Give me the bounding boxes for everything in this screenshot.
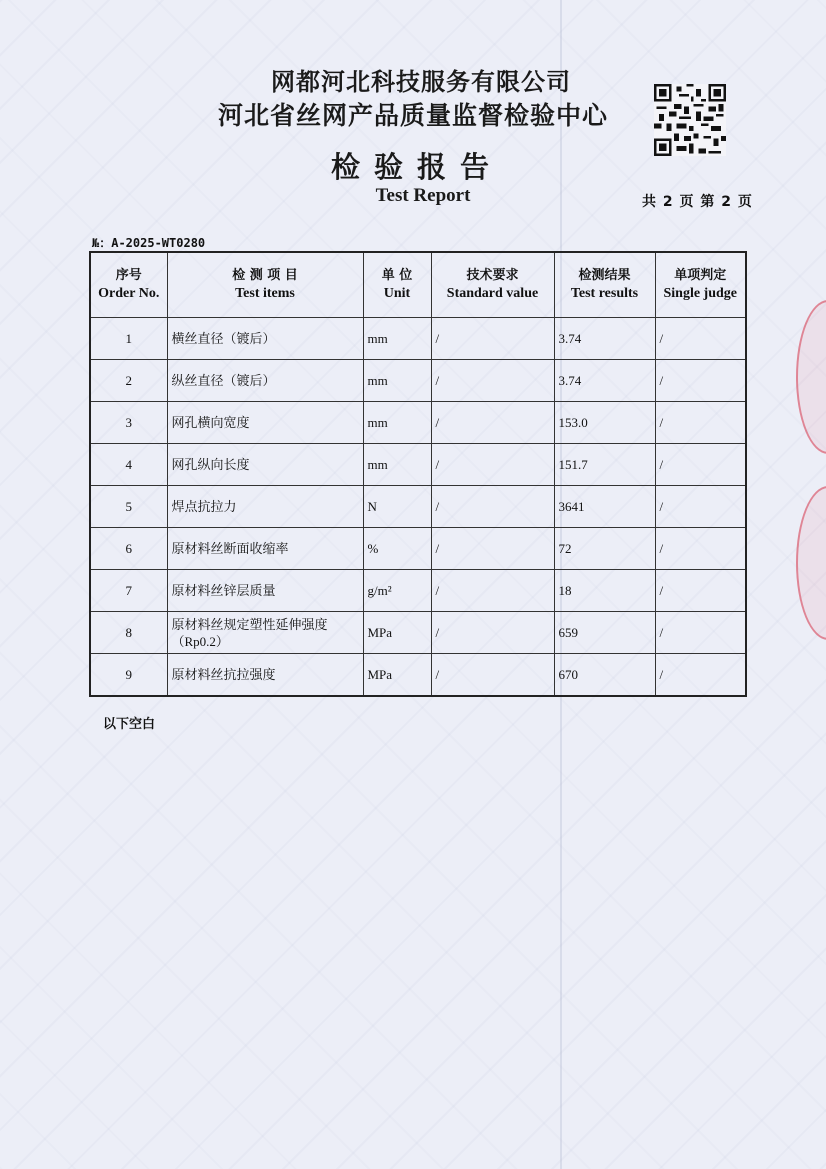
column-header-cn: 技术要求	[466, 268, 519, 283]
order-cell: 6	[90, 528, 167, 570]
test-item-cell: 原材料丝断面收缩率	[167, 528, 363, 570]
table-body	[90, 318, 746, 697]
report-title-cn: 检验报告	[330, 150, 503, 184]
column-header	[554, 252, 655, 318]
table-row	[90, 612, 746, 654]
report-title-en: Test Report	[375, 185, 471, 206]
page-count: 共 2 页 第 2 页	[642, 194, 753, 210]
red-seal-stamp	[796, 300, 826, 454]
standard-value-cell: /	[431, 612, 554, 654]
table-row	[90, 528, 746, 570]
single-judge-cell: /	[655, 402, 746, 444]
column-header	[90, 252, 167, 318]
column-header	[167, 252, 363, 318]
table-row	[90, 654, 746, 697]
unit-cell: MPa	[363, 654, 431, 697]
column-header-cn: 单项判定	[674, 268, 727, 283]
column-header-en: Unit	[383, 286, 411, 301]
test-item-cell: 原材料丝锌层质量	[167, 570, 363, 612]
column-header-en: Standard value	[446, 286, 539, 301]
test-result-cell: 151.7	[554, 444, 655, 486]
order-cell: 8	[90, 612, 167, 654]
inspection-center-name: 河北省丝网产品质量监督检验中心	[217, 101, 608, 130]
unit-cell: %	[363, 528, 431, 570]
test-item-cell: 原材料丝规定塑性延伸强度（Rp0.2）	[167, 612, 363, 654]
standard-value-cell: /	[431, 360, 554, 402]
column-header-en: Order No.	[98, 286, 160, 301]
standard-value-cell: /	[431, 444, 554, 486]
unit-cell: N	[363, 486, 431, 528]
table-row	[90, 570, 746, 612]
standard-value-cell: /	[431, 318, 554, 360]
test-item-cell: 网孔横向宽度	[167, 402, 363, 444]
column-header-cn: 检测结果	[578, 268, 631, 283]
blank-below-note: 以下空白	[103, 717, 156, 732]
column-header-cn: 检 测 项 目	[232, 268, 298, 283]
unit-cell: mm	[363, 402, 431, 444]
order-cell: 5	[90, 486, 167, 528]
test-result-cell: 670	[554, 654, 655, 697]
order-cell: 1	[90, 318, 167, 360]
test-item-cell: 网孔纵向长度	[167, 444, 363, 486]
order-cell: 7	[90, 570, 167, 612]
test-item-cell: 原材料丝抗拉强度	[167, 654, 363, 697]
test-item-cell: 纵丝直径（镀后）	[167, 360, 363, 402]
column-header-cn: 单 位	[381, 268, 413, 283]
column-header	[655, 252, 746, 318]
single-judge-cell: /	[655, 654, 746, 697]
standard-value-cell: /	[431, 402, 554, 444]
test-result-cell: 153.0	[554, 402, 655, 444]
standard-value-cell: /	[431, 528, 554, 570]
single-judge-cell: /	[655, 360, 746, 402]
test-result-cell: 72	[554, 528, 655, 570]
standard-value-cell: /	[431, 570, 554, 612]
table-row	[90, 402, 746, 444]
test-item-cell: 横丝直径（镀后）	[167, 318, 363, 360]
standard-value-cell: /	[431, 486, 554, 528]
order-cell: 4	[90, 444, 167, 486]
test-result-cell: 659	[554, 612, 655, 654]
test-result-cell: 3641	[554, 486, 655, 528]
unit-cell: g/m²	[363, 570, 431, 612]
single-judge-cell: /	[655, 444, 746, 486]
column-header-en: Test items	[235, 286, 295, 301]
test-item-cell: 焊点抗拉力	[167, 486, 363, 528]
column-header-cn: 序号	[115, 268, 142, 283]
order-cell: 9	[90, 654, 167, 697]
red-seal-stamp	[796, 486, 826, 640]
standard-value-cell: /	[431, 654, 554, 697]
single-judge-cell: /	[655, 318, 746, 360]
unit-cell: mm	[363, 360, 431, 402]
test-result-cell: 18	[554, 570, 655, 612]
table-row	[90, 360, 746, 402]
qr-code-icon	[654, 84, 726, 156]
table-row	[90, 444, 746, 486]
column-header	[431, 252, 554, 318]
company-name: 网都河北科技服务有限公司	[271, 68, 571, 96]
unit-cell: MPa	[363, 612, 431, 654]
column-header	[363, 252, 431, 318]
single-judge-cell: /	[655, 570, 746, 612]
unit-cell: mm	[363, 444, 431, 486]
report-number: №：A-2025-WT0280	[92, 236, 206, 250]
table-row	[90, 318, 746, 360]
table-row	[90, 486, 746, 528]
order-cell: 2	[90, 360, 167, 402]
single-judge-cell: /	[655, 612, 746, 654]
test-result-cell: 3.74	[554, 318, 655, 360]
single-judge-cell: /	[655, 486, 746, 528]
column-header-en: Single judge	[663, 286, 737, 301]
single-judge-cell: /	[655, 528, 746, 570]
unit-cell: mm	[363, 318, 431, 360]
order-cell: 3	[90, 402, 167, 444]
column-header-en: Test results	[570, 286, 639, 301]
test-result-cell: 3.74	[554, 360, 655, 402]
test-results-table	[89, 251, 747, 697]
table-header-row	[90, 252, 746, 318]
